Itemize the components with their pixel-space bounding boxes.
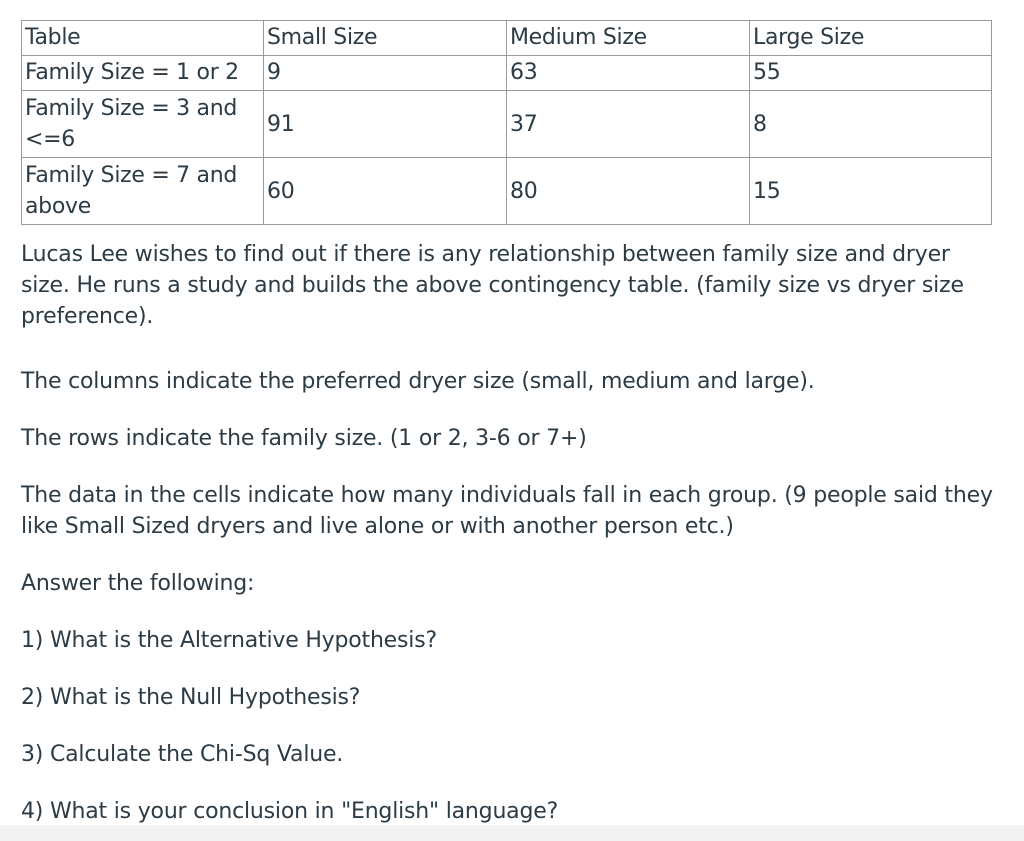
table-cell: 91 bbox=[264, 91, 507, 158]
table-cell: 9 bbox=[264, 56, 507, 91]
rows-note: The rows indicate the family size. (1 or 2, 3-6 or 7+) bbox=[21, 426, 587, 451]
page-bottom-band bbox=[0, 825, 1024, 841]
table-header-cell: Small Size bbox=[264, 21, 507, 56]
columns-note: The columns indicate the preferred dryer size (small, medium and large). bbox=[21, 369, 815, 394]
table-cell: 63 bbox=[507, 56, 750, 91]
table-header-cell: Medium Size bbox=[507, 21, 750, 56]
contingency-table bbox=[21, 20, 992, 225]
table-cell: 60 bbox=[264, 158, 507, 225]
table-cell: 55 bbox=[750, 56, 992, 91]
row-label-cell: Family Size = 3 and <=6 bbox=[22, 91, 264, 158]
table-row bbox=[22, 158, 992, 225]
table-cell: 15 bbox=[750, 158, 992, 225]
question-1: 1) What is the Alternative Hypothesis? bbox=[21, 628, 437, 653]
intro-paragraph: Lucas Lee wishes to find out if there is any relationship between family size and dryer size. He runs a study and builds the above contingency table. (family size vs dryer size preference). bbox=[21, 242, 964, 329]
table-header-cell: Large Size bbox=[750, 21, 992, 56]
answer-prompt: Answer the following: bbox=[21, 571, 255, 596]
table-header-cell: Table bbox=[22, 21, 264, 56]
table-header-row bbox=[22, 21, 992, 56]
question-4: 4) What is your conclusion in "English" language? bbox=[21, 799, 559, 824]
table-cell: 37 bbox=[507, 91, 750, 158]
document-content bbox=[21, 20, 1001, 827]
row-label-cell: Family Size = 7 and above bbox=[22, 158, 264, 225]
table-cell: 8 bbox=[750, 91, 992, 158]
data-note: The data in the cells indicate how many individuals fall in each group. (9 people said they like Small Sized dryers and live alone or with another person etc.) bbox=[21, 483, 993, 539]
table-cell: 80 bbox=[507, 158, 750, 225]
row-label-cell: Family Size = 1 or 2 bbox=[22, 56, 264, 91]
question-2: 2) What is the Null Hypothesis? bbox=[21, 685, 361, 710]
table-row bbox=[22, 56, 992, 91]
table-row bbox=[22, 91, 992, 158]
question-3: 3) Calculate the Chi-Sq Value. bbox=[21, 742, 344, 767]
